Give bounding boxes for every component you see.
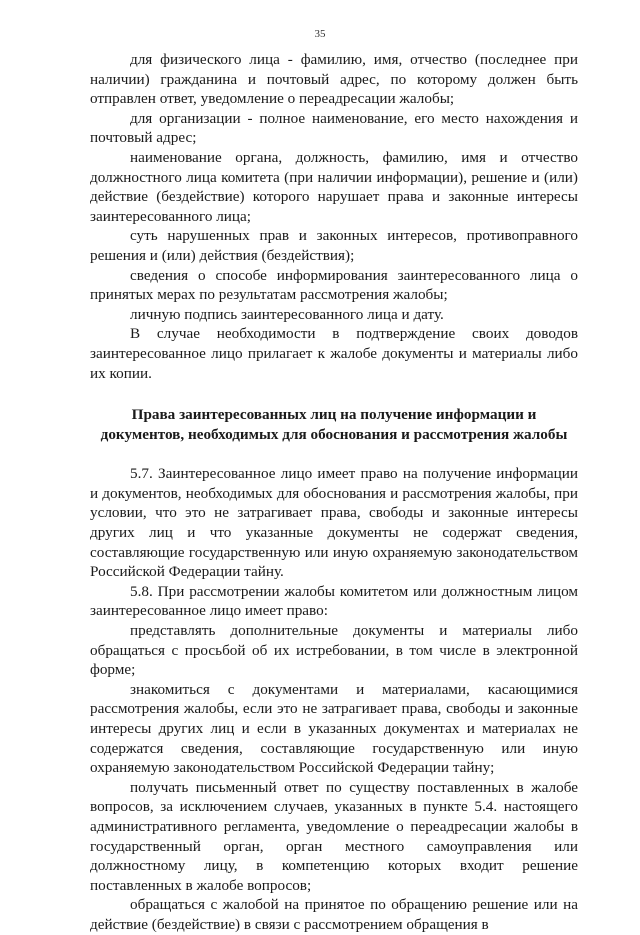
paragraph: В случае необходимости в подтверждение своих доводов заинтересованное лицо прилагает к жалобе документы и материалы либо их копии. xyxy=(90,325,578,382)
paragraph: для организации - полное наименование, его место нахождения и почтовый адрес; xyxy=(90,109,578,147)
paragraph: личную подпись заинтересованного лица и дату. xyxy=(130,305,444,323)
paragraph: для физического лица - фамилию, имя, отчество (последнее при наличии) гражданина и почтовый адрес, по которому должен быть отправлен ответ, уведомление о переадресации жалобы; xyxy=(90,51,578,108)
section-heading: Права заинтересованных лиц на получение информации и документов, необходимых для обоснования и рассмотрения жалобы xyxy=(100,406,568,443)
paragraph: наименование органа, должность, фамилию, имя и отчество должностного лица комитета (при наличии информации), решение и (или) действие (бездействие) которого нарушает права и законные интересы заинтересованного лица; xyxy=(90,148,578,225)
paragraph: представлять дополнительные документы и материалы либо обращаться с просьбой об их истребовании, в том числе в электронной форме; xyxy=(90,622,578,679)
paragraph: сведения о способе информирования заинтересованного лица о принятых мерах по результатам рассмотрения жалобы; xyxy=(90,266,578,304)
document-body xyxy=(90,50,578,935)
paragraph: обращаться с жалобой на принятое по обращению решение или на действие (бездействие) в связи с рассмотрением обращения в xyxy=(90,896,578,933)
paragraph: суть нарушенных прав и законных интересов, противоправного решения и (или) действия (бездействия); xyxy=(90,227,578,264)
page-number: 35 xyxy=(314,28,326,40)
paragraph: 5.8. При рассмотрении жалобы комитетом или должностным лицом заинтересованное лицо имеет право: xyxy=(90,582,578,620)
paragraph: получать письменный ответ по существу поставленных в жалобе вопросов, за исключением случаев, указанных в пункте 5.4. настоящего административного регламента, уведомление о переадресации жалобы в государственный орган, орган местного самоуправления или должностному лицу, в компетенцию которых входит решение поставленных в жалобе вопросов; xyxy=(90,778,578,894)
paragraph: 5.7. Заинтересованное лицо имеет право на получение информации и документов, необходимых для обоснования и рассмотрения жалобы, при условии, что это не затрагивает права, свободы и законные интересы других лиц и что указанные документы не содержат сведения, составляющие государственную или иную охраняемую законодательством Российской Федерации тайну. xyxy=(90,465,578,581)
paragraph: знакомиться с документами и материалами, касающимися рассмотрения жалобы, если это не затрагивает права, свободы и законные интересы других лиц и если в указанных документах и материалах не содержатся сведения, составляющие государственную или иную охраняемую законодательством Российской Федерации тайну; xyxy=(90,680,578,777)
